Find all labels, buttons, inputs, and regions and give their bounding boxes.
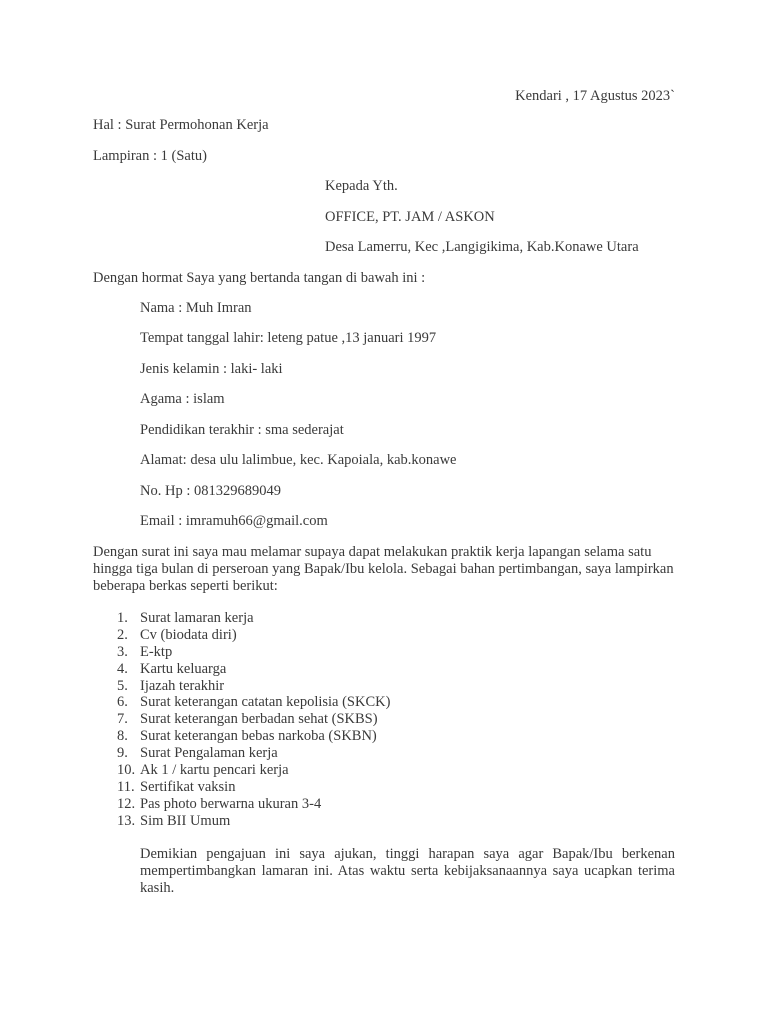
list-item-text: Kartu keluarga (140, 660, 227, 677)
list-item (93, 711, 390, 728)
list-item-text: Sim BII Umum (140, 812, 231, 829)
letter-attachment-count: Lampiran : 1 (Satu) (93, 148, 207, 164)
field-address: Alamat: desa ulu lalimbue, kec. Kapoiala, kab.konawe (140, 452, 457, 468)
list-item (93, 694, 390, 711)
letter-date: Kendari , 17 Agustus 2023` (515, 88, 675, 104)
field-religion: Agama : islam (140, 391, 225, 407)
list-item-text: Pas photo berwarna ukuran 3-4 (140, 795, 322, 812)
list-item-text: Ijazah terakhir (140, 677, 225, 694)
list-item-text: E-ktp (140, 643, 173, 660)
list-item-number: 3. (117, 643, 128, 660)
list-item (93, 661, 390, 678)
recipient-salutation: Kepada Yth. (325, 178, 398, 194)
list-item-number: 9. (117, 745, 128, 762)
list-item-number: 7. (117, 711, 128, 728)
intro-paragraph: Dengan surat ini saya mau melamar supaya dapat melakukan praktik kerja lapangan selama satu hingga tiga bulan di perseroan yang Bapak/Ibu kelola. Sebagai bahan pertimbangan, saya lampirkan beberapa berkas seperti berikut: (93, 544, 674, 594)
list-item-number: 6. (117, 694, 128, 711)
list-item-text: Ak 1 / kartu pencari kerja (140, 762, 289, 779)
list-item-number: 2. (117, 626, 128, 643)
field-email: Email : imramuh66@gmail.com (140, 513, 328, 529)
closing-paragraph: Demikian pengajuan ini saya ajukan, tinggi harapan saya agar Bapak/Ibu berkenan mempertimbangkan lamaran ini. Atas waktu serta kebijaksanaannya saya ucapkan terima kasih. (140, 846, 675, 896)
recipient-address: Desa Lamerru, Kec ,Langigikima, Kab.Konawe Utara (325, 239, 639, 255)
list-item (93, 610, 390, 627)
list-item-text: Cv (biodata diri) (140, 626, 237, 643)
list-item-text: Surat lamaran kerja (140, 610, 254, 626)
list-item (93, 678, 390, 695)
list-item (93, 779, 390, 796)
field-education: Pendidikan terakhir : sma sederajat (140, 422, 344, 438)
attachments-list (93, 610, 390, 830)
letter-greeting: Dengan hormat Saya yang bertanda tangan di bawah ini : (93, 270, 426, 286)
list-item-text: Surat Pengalaman kerja (140, 745, 278, 762)
list-item-number: 12. (117, 795, 136, 812)
field-phone: No. Hp : 081329689049 (140, 483, 281, 499)
list-item-number: 13. (117, 812, 136, 829)
list-item-number: 10. (117, 762, 136, 779)
list-item-number: 8. (117, 728, 128, 745)
list-item (93, 796, 390, 813)
list-item (93, 745, 390, 762)
list-item (93, 813, 390, 830)
field-birth: Tempat tanggal lahir: leteng patue ,13 januari 1997 (140, 330, 437, 346)
list-item-text: Surat keterangan berbadan sehat (SKBS) (140, 711, 378, 728)
list-item-text: Surat keterangan catatan kepolisia (SKCK) (140, 694, 391, 711)
list-item-number: 11. (117, 778, 135, 795)
list-item (93, 762, 390, 779)
list-item-text: Sertifikat vaksin (140, 778, 236, 795)
list-item (93, 644, 390, 661)
list-item (93, 728, 390, 745)
field-name: Nama : Muh Imran (140, 300, 252, 316)
field-gender: Jenis kelamin : laki- laki (140, 361, 283, 377)
list-item-text: Surat keterangan bebas narkoba (SKBN) (140, 728, 377, 745)
recipient-office: OFFICE, PT. JAM / ASKON (325, 209, 495, 225)
list-item (93, 627, 390, 644)
list-item-number: 1. (117, 610, 128, 626)
letter-subject: Hal : Surat Permohonan Kerja (93, 117, 269, 133)
list-item-number: 4. (117, 660, 128, 677)
list-item-number: 5. (117, 677, 128, 694)
